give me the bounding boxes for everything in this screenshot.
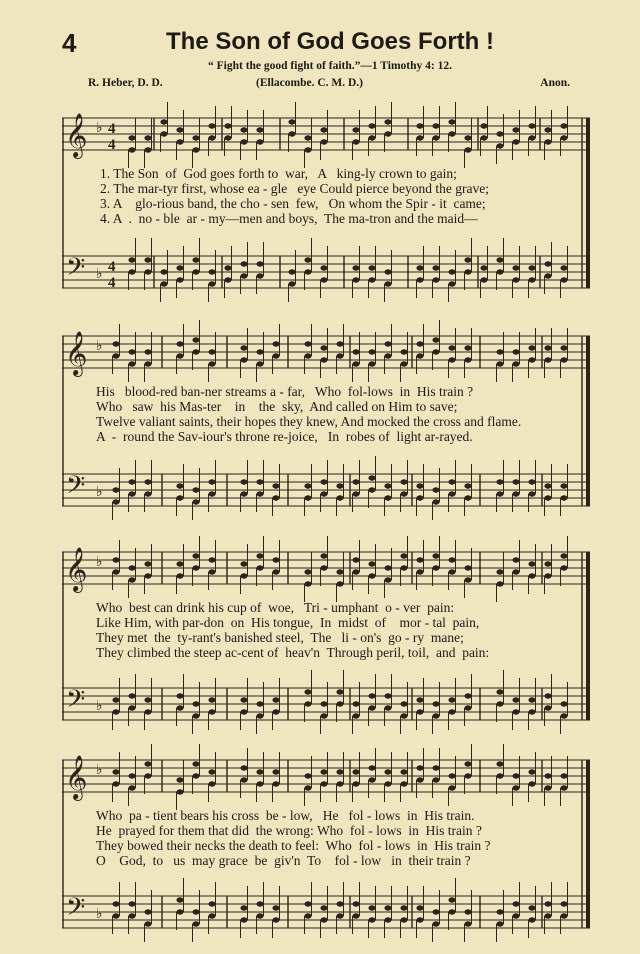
bass-staff bbox=[62, 474, 590, 506]
hymn-number: 4 bbox=[62, 28, 77, 58]
bass-clef-icon: 𝄢 bbox=[66, 471, 86, 506]
bass-time-signature bbox=[108, 259, 116, 291]
bass-staff bbox=[62, 256, 590, 288]
flat-key-signature-icon: ♭ bbox=[96, 554, 103, 570]
bass-clef-icon: 𝄢 bbox=[66, 893, 86, 928]
treble-staff bbox=[62, 760, 590, 792]
treble-clef-icon: 𝄞 bbox=[65, 331, 88, 375]
svg-text:4: 4 bbox=[108, 137, 116, 153]
svg-text:4: 4 bbox=[108, 275, 116, 291]
lyricist-credit: R. Heber, D. D. bbox=[88, 77, 163, 89]
lyric-verse-line: They climbed the steep ac-cent of heav'n Through peril, toil, and pain: bbox=[96, 645, 490, 660]
lyric-verse-line: 1. The Son of God goes forth to war, A king-ly crown to gain; bbox=[100, 166, 457, 181]
lyric-verse-line: Who best can drink his cup of woe, Tri - umphant o - ver pain: bbox=[96, 600, 455, 615]
lyric-verse-line: Like Him, with par-don on His tongue, In midst of mor - tal pain, bbox=[96, 615, 480, 630]
lyric-verse-line: They met the ty-rant's banished steel, The li - on's go - ry mane; bbox=[96, 630, 464, 645]
flat-key-signature-icon: ♭ bbox=[96, 762, 103, 778]
lyric-verse-line: He prayed for them that did the wrong: Who fol - lows in His train ? bbox=[96, 823, 482, 838]
flat-key-signature-icon: ♭ bbox=[96, 484, 103, 500]
flat-key-signature-icon: ♭ bbox=[96, 698, 103, 714]
lyric-verse-line: Who pa - tient bears his cross be - low, He fol - lows in His train. bbox=[96, 808, 475, 823]
treble-clef-icon: 𝄞 bbox=[65, 755, 88, 799]
lyric-verse-line: 3. A glo-rious band, the cho - sen few, On whom the Spir - it came; bbox=[100, 196, 486, 211]
lyric-verse-line: 2. The mar-tyr first, whose ea - gle eye Could pierce beyond the grave; bbox=[100, 181, 489, 196]
svg-text:4: 4 bbox=[108, 121, 116, 137]
bass-clef-icon: 𝄢 bbox=[66, 685, 86, 720]
flat-key-signature-icon: ♭ bbox=[96, 906, 103, 922]
lyrics-block-2 bbox=[96, 384, 584, 444]
svg-text:4: 4 bbox=[108, 259, 116, 275]
lyrics-block-1 bbox=[100, 166, 580, 226]
bass-clef-icon: 𝄢 bbox=[66, 253, 86, 288]
lyric-verse-line: 4. A . no - ble ar - my—men and boys, The ma-tron and the maid— bbox=[100, 211, 478, 226]
lyric-verse-line: They bowed their necks the death to feel: Who fol - lows in His train ? bbox=[96, 838, 491, 853]
flat-key-signature-icon: ♭ bbox=[96, 266, 103, 282]
flat-key-signature-icon: ♭ bbox=[96, 120, 103, 136]
treble-time-signature bbox=[108, 121, 116, 153]
lyric-verse-line: Twelve valiant saints, their hopes they knew, And mocked the cross and flame. bbox=[96, 414, 522, 429]
lyric-verse-line: O God, to us may grace be giv'n To fol - low in their train ? bbox=[96, 853, 471, 868]
treble-clef-icon: 𝄞 bbox=[65, 547, 88, 591]
lyric-verse-line: A - round the Sav-iour's throne re-joice, In robes of light ar-rayed. bbox=[96, 429, 473, 444]
bass-staff bbox=[62, 896, 590, 928]
hymn-credits bbox=[88, 77, 570, 93]
tune-meter: (Ellacombe. C. M. D.) bbox=[256, 77, 363, 89]
scripture-epigraph: “ Fight the good fight of faith.”—1 Timothy 4: 12. bbox=[208, 60, 452, 72]
lyric-verse-line: His blood-red ban-ner streams a - far, Who fol-lows in His train ? bbox=[96, 384, 474, 399]
composer-credit: Anon. bbox=[540, 77, 570, 89]
lyric-verse-line: Who saw his Mas-ter in the sky, And called on Him to save; bbox=[96, 399, 458, 414]
treble-staff bbox=[62, 336, 590, 368]
flat-key-signature-icon: ♭ bbox=[96, 338, 103, 354]
lyrics-block-4 bbox=[96, 808, 584, 868]
treble-clef-icon: 𝄞 bbox=[65, 113, 88, 157]
treble-staff bbox=[62, 118, 590, 150]
hymn-title: The Son of God Goes Forth ! bbox=[166, 28, 494, 55]
lyrics-block-3 bbox=[96, 600, 584, 660]
